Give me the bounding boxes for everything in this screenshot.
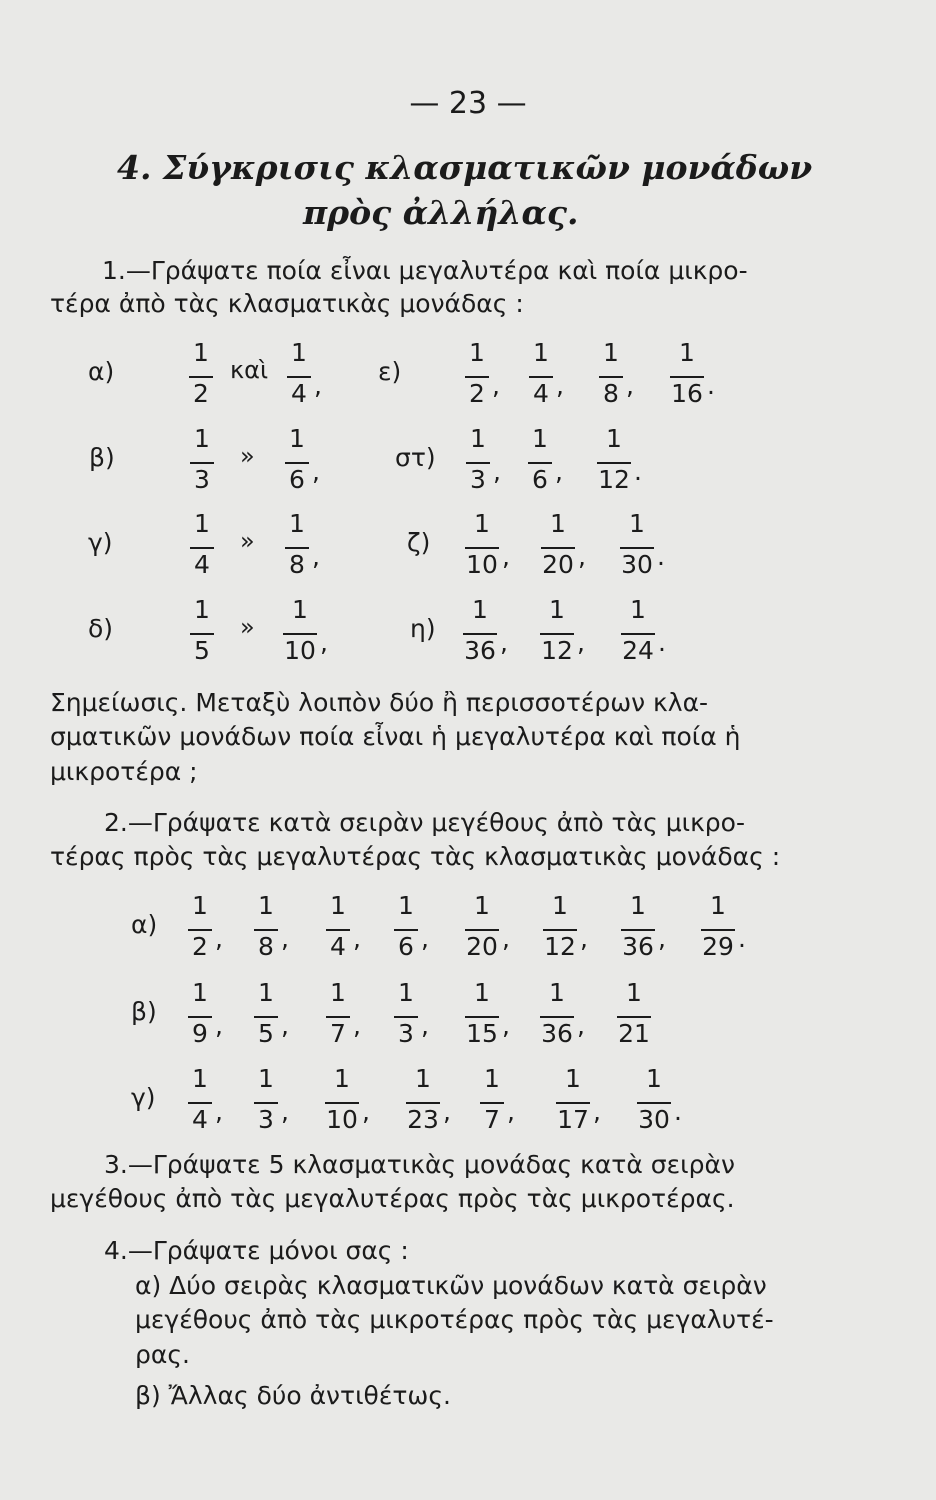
fraction-numerator: 1	[192, 1064, 208, 1093]
fraction-numerator: 1	[330, 891, 346, 920]
fraction-numerator: 1	[550, 509, 566, 538]
fraction-denominator: 17	[557, 1105, 589, 1134]
fraction-numerator: 1	[194, 509, 210, 538]
separator: ,	[493, 457, 501, 486]
fraction-bar	[597, 462, 631, 464]
separator: .	[738, 924, 746, 953]
separator: ,	[353, 1011, 361, 1040]
note-line-3: μικροτέρα ;	[50, 757, 198, 786]
fraction-numerator: 1	[292, 595, 308, 624]
exercise-1-line-1: 1.—Γράψατε ποία εἶναι μεγαλυτέρα καὶ ποία μικρο-	[102, 256, 748, 285]
fraction-bar	[701, 929, 735, 931]
fraction-bar	[254, 929, 278, 931]
separator: ,	[281, 924, 289, 953]
separator: ,	[443, 1097, 451, 1126]
fraction-denominator: 7	[330, 1019, 346, 1048]
fraction-numerator: 1	[630, 891, 646, 920]
separator: ,	[626, 371, 634, 400]
connector-word: »	[240, 613, 255, 641]
fraction-bar	[599, 376, 623, 378]
section-heading-line-2: πρὸς ἀλλήλας.	[303, 193, 579, 232]
fraction-bar	[326, 1016, 350, 1018]
fraction-bar	[188, 1016, 212, 1018]
fraction-denominator: 36	[541, 1019, 573, 1048]
fraction-bar	[529, 376, 553, 378]
separator: ,	[314, 371, 322, 400]
fraction-numerator: 1	[258, 891, 274, 920]
separator: ,	[507, 1097, 515, 1126]
fraction-denominator: 10	[284, 636, 316, 665]
fraction-numerator: 1	[193, 338, 209, 367]
fraction-denominator: 20	[466, 932, 498, 961]
connector-word: »	[240, 527, 255, 555]
separator: ,	[281, 1097, 289, 1126]
separator: ,	[362, 1097, 370, 1126]
fraction-denominator: 4	[533, 379, 549, 408]
fraction-denominator: 20	[542, 550, 574, 579]
fraction-numerator: 1	[484, 1064, 500, 1093]
fraction-denominator: 30	[621, 550, 653, 579]
item-label: ε)	[378, 357, 402, 386]
fraction-numerator: 1	[532, 424, 548, 453]
separator: ,	[492, 371, 500, 400]
fraction-bar	[556, 1102, 590, 1104]
note-line-1: Σημείωσις. Μεταξὺ λοιπὸν δύο ἢ περισσοτέρων κλα-	[50, 688, 709, 717]
separator: ,	[500, 628, 508, 657]
exercise-4-line-1: 4.—Γράψατε μόνοι σας :	[104, 1236, 409, 1265]
fraction-bar	[254, 1102, 278, 1104]
fraction-bar	[617, 1016, 651, 1018]
fraction-numerator: 1	[470, 424, 486, 453]
separator: ,	[312, 457, 320, 486]
fraction-denominator: 16	[671, 379, 703, 408]
fraction-numerator: 1	[398, 978, 414, 1007]
fraction-denominator: 4	[194, 550, 210, 579]
separator: ,	[312, 542, 320, 571]
fraction-denominator: 6	[398, 932, 414, 961]
fraction-denominator: 12	[598, 465, 630, 494]
fraction-denominator: 6	[289, 465, 305, 494]
fraction-bar	[285, 547, 309, 549]
item-label: στ)	[395, 443, 436, 472]
fraction-bar	[463, 633, 497, 635]
separator: ,	[502, 924, 510, 953]
fraction-denominator: 3	[194, 465, 210, 494]
fraction-denominator: 8	[289, 550, 305, 579]
fraction-denominator: 10	[326, 1105, 358, 1134]
connector-word: καὶ	[230, 356, 269, 384]
fraction-numerator: 1	[679, 338, 695, 367]
exercise-1-line-2: τέρα ἀπὸ τὰς κλασματικὰς μονάδας :	[50, 289, 524, 318]
fraction-numerator: 1	[258, 978, 274, 1007]
item-label: η)	[410, 614, 436, 643]
fraction-denominator: 10	[466, 550, 498, 579]
fraction-bar	[541, 547, 575, 549]
fraction-bar	[190, 633, 214, 635]
fraction-numerator: 1	[469, 338, 485, 367]
fraction-numerator: 1	[549, 978, 565, 1007]
item-label: α)	[131, 910, 158, 939]
section-heading-line-1: 4. Σύγκρισις κλασματικῶν μονάδων	[117, 148, 813, 187]
fraction-numerator: 1	[474, 891, 490, 920]
separator: .	[674, 1097, 682, 1126]
exercise-4a-line-2: μεγέθους ἀπὸ τὰς μικροτέρας πρὸς τὰς μεγαλυτέ-	[135, 1305, 774, 1334]
fraction-denominator: 36	[622, 932, 654, 961]
fraction-numerator: 1	[533, 338, 549, 367]
fraction-numerator: 1	[606, 424, 622, 453]
separator: ,	[578, 542, 586, 571]
fraction-bar	[190, 547, 214, 549]
fraction-denominator: 3	[398, 1019, 414, 1048]
fraction-denominator: 12	[544, 932, 576, 961]
fraction-numerator: 1	[334, 1064, 350, 1093]
fraction-denominator: 23	[407, 1105, 439, 1134]
exercise-3-line-1: 3.—Γράψατε 5 κλασματικὰς μονάδας κατὰ σειρὰν	[104, 1150, 735, 1179]
fraction-numerator: 1	[603, 338, 619, 367]
fraction-numerator: 1	[549, 595, 565, 624]
separator: ,	[215, 1011, 223, 1040]
fraction-bar	[621, 929, 655, 931]
exercise-2-line-1: 2.—Γράψατε κατὰ σειρὰν μεγέθους ἀπὸ τὰς μικρο-	[104, 808, 745, 837]
fraction-bar	[188, 1102, 212, 1104]
fraction-bar	[465, 929, 499, 931]
exercise-2-line-2: τέρας πρὸς τὰς μεγαλυτέρας τὰς κλασματικὰς μονάδας :	[50, 842, 781, 871]
fraction-numerator: 1	[710, 891, 726, 920]
separator: ,	[215, 924, 223, 953]
fraction-denominator: 21	[618, 1019, 650, 1048]
fraction-denominator: 4	[192, 1105, 208, 1134]
fraction-bar	[189, 376, 213, 378]
separator: .	[657, 542, 665, 571]
fraction-numerator: 1	[415, 1064, 431, 1093]
fraction-denominator: 4	[291, 379, 307, 408]
exercise-4b-line-1: β) Ἄλλας δύο ἀντιθέτως.	[135, 1381, 451, 1410]
fraction-denominator: 6	[532, 465, 548, 494]
item-label: γ)	[131, 1083, 156, 1112]
fraction-denominator: 3	[470, 465, 486, 494]
fraction-denominator: 36	[464, 636, 496, 665]
fraction-bar	[283, 633, 317, 635]
fraction-denominator: 8	[258, 932, 274, 961]
fraction-numerator: 1	[630, 595, 646, 624]
fraction-numerator: 1	[192, 891, 208, 920]
item-label: α)	[88, 357, 115, 386]
fraction-numerator: 1	[289, 424, 305, 453]
fraction-bar	[190, 462, 214, 464]
fraction-denominator: 7	[484, 1105, 500, 1134]
separator: ,	[658, 924, 666, 953]
separator: ,	[215, 1097, 223, 1126]
item-label: β)	[131, 997, 157, 1026]
fraction-bar	[394, 1016, 418, 1018]
fraction-numerator: 1	[474, 978, 490, 1007]
fraction-denominator: 30	[638, 1105, 670, 1134]
separator: .	[634, 457, 642, 486]
fraction-bar	[326, 929, 350, 931]
separator: ,	[502, 1011, 510, 1040]
fraction-denominator: 15	[466, 1019, 498, 1048]
fraction-bar	[285, 462, 309, 464]
fraction-numerator: 1	[291, 338, 307, 367]
fraction-numerator: 1	[552, 891, 568, 920]
fraction-numerator: 1	[646, 1064, 662, 1093]
fraction-bar	[465, 376, 489, 378]
fraction-bar	[254, 1016, 278, 1018]
exercise-4a-line-3: ρας.	[135, 1340, 190, 1369]
separator: .	[658, 628, 666, 657]
separator: ,	[556, 371, 564, 400]
separator: ,	[353, 924, 361, 953]
fraction-numerator: 1	[258, 1064, 274, 1093]
separator: ,	[593, 1097, 601, 1126]
fraction-denominator: 3	[258, 1105, 274, 1134]
fraction-numerator: 1	[289, 509, 305, 538]
fraction-bar	[287, 376, 311, 378]
fraction-bar	[394, 929, 418, 931]
fraction-denominator: 2	[469, 379, 485, 408]
separator: ,	[580, 924, 588, 953]
fraction-numerator: 1	[194, 595, 210, 624]
separator: ,	[577, 1011, 585, 1040]
fraction-bar	[540, 1016, 574, 1018]
fraction-bar	[543, 929, 577, 931]
fraction-bar	[670, 376, 704, 378]
connector-word: »	[240, 442, 255, 470]
fraction-bar	[188, 929, 212, 931]
separator: ,	[421, 924, 429, 953]
fraction-denominator: 9	[192, 1019, 208, 1048]
fraction-denominator: 29	[702, 932, 734, 961]
fraction-bar	[466, 462, 490, 464]
item-label: ζ)	[407, 528, 431, 557]
fraction-bar	[465, 1016, 499, 1018]
fraction-bar	[528, 462, 552, 464]
fraction-denominator: 5	[258, 1019, 274, 1048]
fraction-numerator: 1	[330, 978, 346, 1007]
fraction-denominator: 8	[603, 379, 619, 408]
exercise-4a-line-1: α) Δύο σειρὰς κλασματικῶν μονάδων κατὰ σειρὰν	[135, 1271, 767, 1300]
exercise-3-line-2: μεγέθους ἀπὸ τὰς μεγαλυτέρας πρὸς τὰς μικροτέρας.	[50, 1184, 735, 1213]
item-label: δ)	[88, 614, 114, 643]
fraction-numerator: 1	[398, 891, 414, 920]
fraction-bar	[406, 1102, 440, 1104]
separator: ,	[320, 628, 328, 657]
fraction-bar	[325, 1102, 359, 1104]
fraction-bar	[540, 633, 574, 635]
page-number: — 23 —	[409, 86, 527, 121]
fraction-denominator: 2	[192, 932, 208, 961]
fraction-numerator: 1	[629, 509, 645, 538]
fraction-numerator: 1	[565, 1064, 581, 1093]
fraction-numerator: 1	[194, 424, 210, 453]
fraction-denominator: 4	[330, 932, 346, 961]
fraction-bar	[465, 547, 499, 549]
fraction-numerator: 1	[192, 978, 208, 1007]
fraction-denominator: 12	[541, 636, 573, 665]
note-line-2: σματικῶν μονάδων ποία εἶναι ἡ μεγαλυτέρα καὶ ποία ἡ	[50, 722, 741, 751]
fraction-numerator: 1	[626, 978, 642, 1007]
fraction-denominator: 24	[622, 636, 654, 665]
fraction-denominator: 2	[193, 379, 209, 408]
item-label: γ)	[88, 528, 113, 557]
separator: ,	[421, 1011, 429, 1040]
fraction-bar	[480, 1102, 504, 1104]
fraction-bar	[637, 1102, 671, 1104]
separator: ,	[577, 628, 585, 657]
item-label: β)	[89, 443, 115, 472]
fraction-bar	[620, 547, 654, 549]
separator: ,	[502, 542, 510, 571]
fraction-denominator: 5	[194, 636, 210, 665]
fraction-numerator: 1	[472, 595, 488, 624]
separator: ,	[555, 457, 563, 486]
fraction-numerator: 1	[474, 509, 490, 538]
separator: ,	[281, 1011, 289, 1040]
separator: .	[707, 371, 715, 400]
fraction-bar	[621, 633, 655, 635]
